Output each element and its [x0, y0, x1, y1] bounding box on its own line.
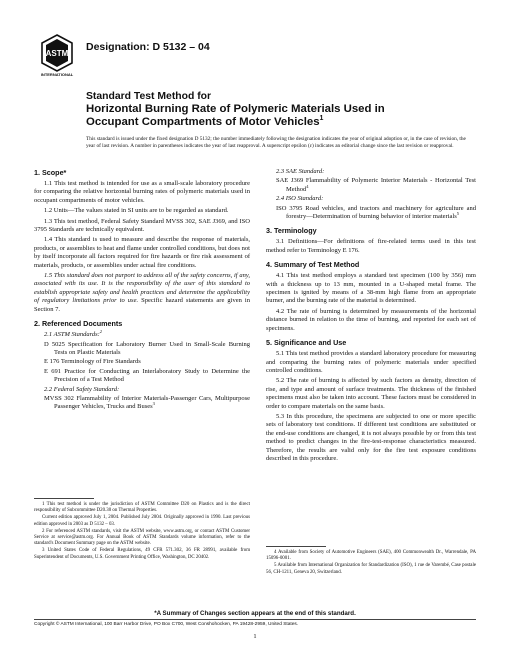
footer-divider [34, 619, 476, 620]
significance-heading: 5. Significance and Use [266, 338, 347, 348]
right-column [266, 168, 476, 465]
significance-5-1: 5.1 This test method provides a standard laboratory procedure for measuring and comparing the burning rates of polymeric materials under specified controlled conditions. [266, 350, 476, 374]
summary-4-2: 4.2 The rate of burning is determined by measurements of the horizontal distance burned in relation to the time of burning, and reported for each set of specimens. [266, 307, 476, 332]
referenced-documents-heading: 2. Referenced Documents [34, 319, 123, 329]
scope-1-3: 1.3 This test method, Federal Safety Standard MVSS 302, SAE J369, and ISO 3795 Standards are technically equivalent. [34, 217, 250, 234]
footnote-divider [34, 498, 94, 499]
astm-logo-icon [40, 34, 74, 78]
document-title [86, 90, 476, 130]
scope-1-4: 1.4 This standard is used to measure and describe the response of materials, products, or assemblies to heat and flame under controlled conditions, but does not by itself incorporate all factors required for fire hazards or fire risk assessment of materials, products, or assemblies under actual fire conditions. [34, 236, 250, 269]
footnote: 1 This test method is under the jurisdiction of ASTM Committee D20 on Plastics and is the direct responsibility of Subcommittee D20.30 on Thermal Properties. [34, 502, 250, 514]
footnote: 3 United States Code of Federal Regulations, 49 CFR 571.302, 36 FR 28991, available from Superintendent of Documents, U.S. Government Printing Office, Washington, DC 20402. [34, 548, 250, 560]
summary-4-1: 4.1 This test method employs a standard test specimen (100 by 356) mm with a thickness up to 13 mm, mounted in a U-shaped metal frame. The specimen is ignited by means of a 38-mm high flame from an appropriate burner, and the burning rate of the material is determined. [266, 272, 476, 305]
reference-item: D 5025 Specification for Laboratory Burner Used in Small-Scale Burning Tests on Plastic Materials [44, 340, 250, 356]
footnote: 4 Available from Society of Automotive Engineers (SAE), 400 Commonwealth Dr., Warrendale, PA 15096-0001. [266, 550, 476, 562]
copyright-notice: Copyright © ASTM International, 100 Barr Harbor Drive, PO Box C700, West Conshohocken, PA 19428-2959, United States. [34, 622, 299, 627]
svg-text:INTERNATIONAL: INTERNATIONAL [40, 72, 74, 77]
scope-1-5: 1.5 This standard does not purport to address all of the safety concerns, if any, associated with its use. It is the responsibility of the user of this standard to establish appropriate safety and health practices and determine the applicability of regulatory limitations prior to use. Specific hazard statements are given in Section 7. [34, 272, 250, 313]
reference-item: E 176 Terminology of Fire Standards [44, 358, 141, 366]
terminology-3-1: 3.1 Definitions—For definitions of fire-related terms used in this test method refer to Terminology E 176. [266, 238, 476, 254]
scope-heading: 1. Scope* [34, 168, 67, 177]
title-line-1: Standard Test Method for [86, 91, 212, 102]
significance-5-3: 5.3 In this procedure, the specimens are subjected to one or more specific sets of laboratory test conditions. If different test conditions are substituted or the end-use conditions are changed, it is not always possible by or from this test method to predict changes in the fire-test-response characteristics measured. Therefore, the results are valid only for the fire test exposure conditions described in this procedure. [266, 412, 476, 462]
sae-standard-subheading: 2.3 SAE Standard: [276, 168, 325, 175]
page-number: 1 [253, 633, 257, 640]
issued-note: This standard is issued under the fixed designation D 5132; the number immediately following the designation indicates the year of original adoption or, in the case of revision, the year of last revision. A number in parentheses indicates the year of last reapproval. A superscript epsilon (ε) indicates an editorial change since the last revision or reapproval. [86, 136, 466, 149]
summary-of-changes-notice: *A Summary of Changes section appears at the end of this standard. [154, 610, 356, 617]
footnote: 5 Available from International Organization for Standardization (ISO), 1 rue de Varembé, Case postale 56, CH-1211, Geneva 20, Switzerland. [266, 563, 476, 575]
reference-item: E 691 Practice for Conducting an Interlaboratory Study to Determine the Precision of a Test Method [44, 367, 250, 384]
scope-1-2: 1.2 Units—The values stated in SI units are to be regarded as standard. [44, 207, 229, 215]
reference-item: SAE J369 Flammability of Polymeric Interior Materials - Horizontal Test Method$^4$ [276, 177, 476, 193]
federal-standard-subheading: 2.2 Federal Safety Standard: [44, 385, 120, 393]
reference-item: ISO 3795 Road vehicles, and tractors and machinery for agriculture and forestry—Determination of burning behavior of interior materials$^5$ [276, 204, 476, 221]
scope-1-1: 1.1 This test method is intended for use as a small-scale laboratory procedure for comparing the relative horizontal burning rates of polymeric materials used in occupant compartments of motor vehicles. [34, 180, 250, 204]
footnote-divider [266, 546, 326, 547]
astm-standards-subheading: 2.1 ASTM Standards:$^2$ [44, 328, 103, 339]
terminology-heading: 3. Terminology [266, 226, 317, 236]
footnote: Current edition approved July 1, 2004. Published July 2004. Originally approved in 1990. Last previous edition approved in 2003 as D 5132 – 03. [34, 515, 250, 527]
significance-5-2: 5.2 The rate of burning is affected by such factors as density, direction of rise, and type and amount of surface treatments. The thickness of the finished specimens must also be taken into account. These factors must be considered in order to compare materials on the same basis. [266, 377, 476, 410]
footnotes-left [34, 502, 250, 562]
summary-heading: 4. Summary of Test Method [266, 260, 360, 270]
left-column [34, 168, 250, 413]
footnotes-right [266, 550, 476, 577]
title-line-2: Horizontal Burning Rate of Polymeric Materials Used in [86, 103, 385, 116]
title-footnote-mark: 1 [319, 115, 324, 123]
iso-standard-subheading: 2.4 ISO Standard: [276, 195, 324, 203]
reference-item: MVSS 302 Flammability of Interior Materials-Passenger Cars, Multipurpose Passenger Vehicles, Trucks and Buses$^3$ [44, 394, 250, 411]
svg-text:ASTM: ASTM [45, 49, 69, 58]
title-line-3: Occupant Compartments of Motor Vehicles$^1$ [86, 115, 324, 129]
footnote: 2 For referenced ASTM standards, visit the ASTM website, www.astm.org, or contact ASTM Customer Service at service@astm.org. For Annual Book of ASTM Standards volume information, refer to the standard's Document Summary page on the ASTM website. [34, 528, 250, 547]
designation: Designation: D 5132 – 04 [86, 41, 210, 53]
